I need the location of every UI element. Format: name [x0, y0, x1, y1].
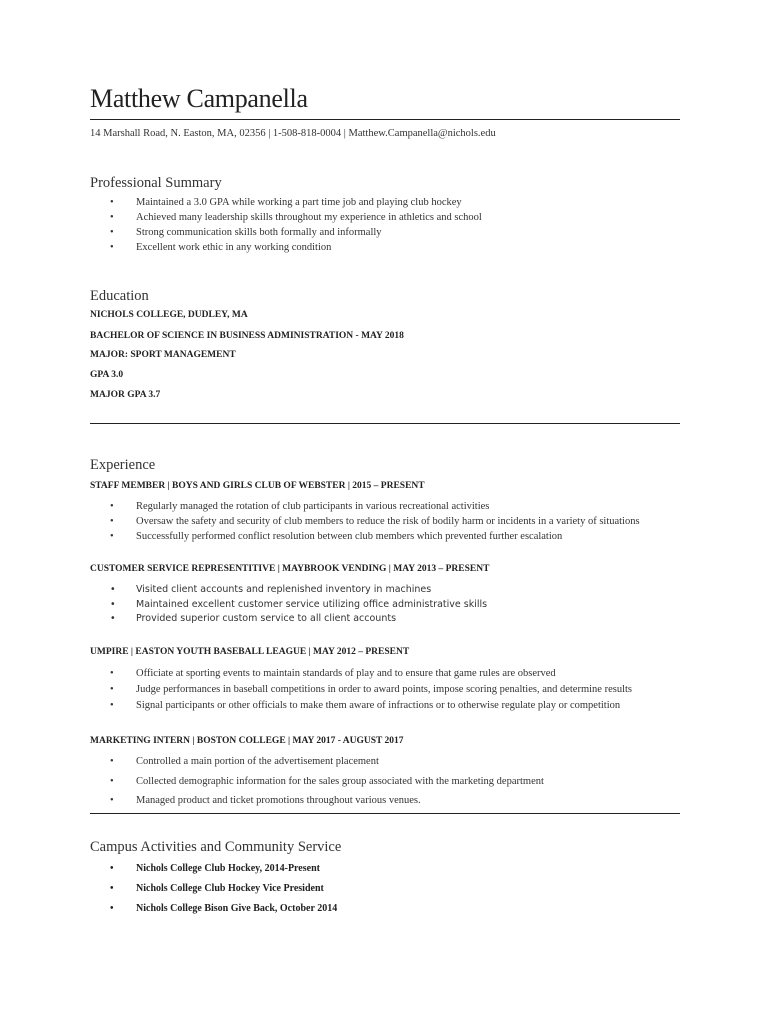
job-duties — [110, 668, 632, 716]
job-duty: • Judge performances in baseball competitions in order to award points, impose scoring penalties, and determine results — [110, 684, 632, 695]
summary-list — [110, 197, 482, 257]
job-duty: • Controlled a main portion of the advertisement placement — [110, 756, 379, 767]
education-major: MAJOR: SPORT MANAGEMENT — [90, 350, 236, 360]
summary-item: • Strong communication skills both formally and informally — [110, 227, 382, 238]
education-school: NICHOLS COLLEGE, DUDLEY, MA — [90, 310, 248, 320]
activity-item: • Nichols College Club Hockey, 2014-Present — [110, 863, 320, 874]
job-duty: • Provided superior custom service to all client accounts — [110, 613, 397, 624]
job-duty: • Successfully performed conflict resolution between club members which prevented further escalation — [110, 531, 563, 542]
job-duty: • Officiate at sporting events to maintain standards of play and to ensure that game rules are observed — [110, 668, 556, 679]
education-degree: BACHELOR OF SCIENCE IN BUSINESS ADMINISTRATION - MAY 2018 — [90, 331, 404, 341]
education-gpa: GPA 3.0 — [90, 370, 124, 380]
contact-line: 14 Marshall Road, N. Easton, MA, 02356 | 1-508-818-0004 | Matthew.Campanella@nichols.edu — [90, 128, 496, 139]
candidate-name: Matthew Campanella — [90, 84, 308, 113]
job-duty: • Maintained excellent customer service utilizing office administrative skills — [110, 598, 488, 610]
summary-item: • Maintained a 3.0 GPA while working a part time job and playing club hockey — [110, 197, 462, 208]
summary-heading: Professional Summary — [90, 175, 222, 191]
activity-item: • Nichols College Club Hockey Vice President — [110, 883, 324, 894]
section-divider — [90, 813, 680, 814]
experience-heading: Experience — [90, 457, 156, 473]
job-duty: • Collected demographic information for the sales group associated with the marketing department — [110, 775, 544, 787]
header-divider — [90, 119, 680, 120]
job-duty: • Oversaw the safety and security of club members to reduce the risk of bodily harm or incidents in a variety of situations — [110, 516, 640, 527]
activities-heading: Campus Activities and Community Service — [90, 839, 342, 855]
job-duty: • Regularly managed the rotation of club participants in various recreational activities — [110, 501, 490, 512]
activity-item: • Nichols College Bison Give Back, October 2014 — [110, 903, 338, 914]
summary-item: • Excellent work ethic in any working condition — [110, 242, 332, 253]
job-duties — [110, 501, 640, 546]
education-major-gpa: MAJOR GPA 3.7 — [90, 390, 161, 400]
job-duty: • Signal participants or other officials to make them aware of infractions or to otherwise regulate play or competition — [110, 700, 621, 711]
job-title: MARKETING INTERN | BOSTON COLLEGE | MAY 2017 - AUGUST 2017 — [90, 736, 404, 746]
job-duties — [110, 584, 487, 628]
job-duty: • Visited client accounts and replenished inventory in machines — [110, 584, 432, 595]
job-title: STAFF MEMBER | BOYS AND GIRLS CLUB OF WEBSTER | 2015 – PRESENT — [90, 481, 425, 491]
section-divider — [90, 423, 680, 424]
job-title: UMPIRE | EASTON YOUTH BASEBALL LEAGUE | MAY 2012 – PRESENT — [90, 647, 410, 657]
summary-item: • Achieved many leadership skills throughout my experience in athletics and school — [110, 212, 482, 223]
job-title: CUSTOMER SERVICE REPRESENTITIVE | MAYBROOK VENDING | MAY 2013 – PRESENT — [90, 564, 490, 574]
job-duty: • Managed product and ticket promotions throughout various venues. — [110, 795, 421, 806]
job-duties — [110, 756, 544, 815]
education-heading: Education — [90, 288, 149, 304]
activities-list — [110, 863, 337, 923]
